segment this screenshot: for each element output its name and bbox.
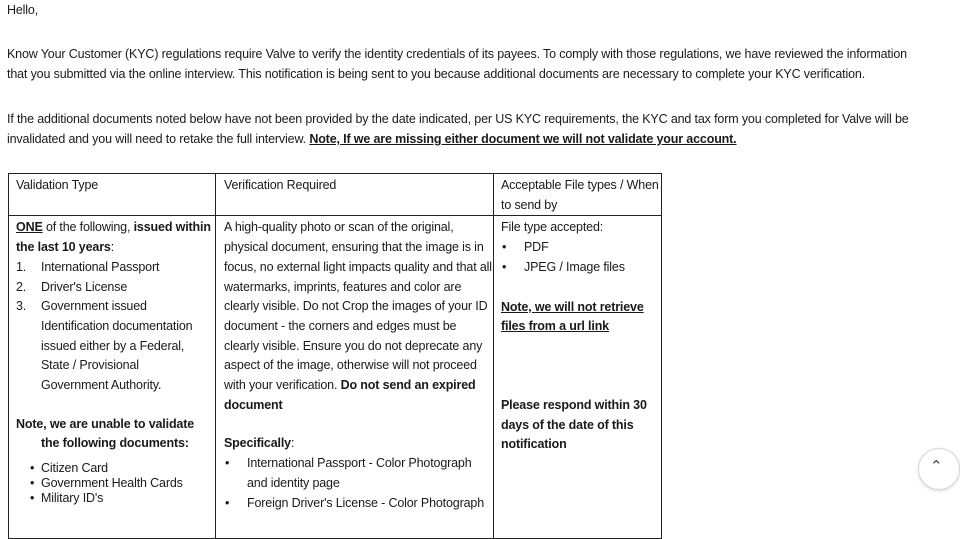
specific-list <box>224 454 493 513</box>
colon-text: : <box>110 240 115 255</box>
list-item: • Foreign Driver's License - Color Photograph <box>224 494 493 514</box>
specifically-colon: : <box>291 436 295 451</box>
table-header-row <box>9 174 662 216</box>
list-text: Government issued Identification documentation issued either by a Federal, State / Provisional Government Authority. <box>41 299 193 393</box>
expired-warning: Do not send an expired document <box>224 378 476 412</box>
scroll-to-top-icon: ⌃ <box>930 458 943 475</box>
verification-body <box>224 218 493 415</box>
unable-note <box>16 415 215 454</box>
issued-within-text: issued within the last 10 years <box>16 220 211 255</box>
warning-paragraph <box>7 109 929 149</box>
intro-paragraph: Know Your Customer (KYC) regulations require Valve to verify the identity credentials of its payees. To comply with those regulations, we have reviewed the information that you submitted via the online interview. This notification is being sent to you because additional documents are necessary to complete your KYC verification. <box>7 47 907 81</box>
list-item <box>16 278 215 298</box>
unable-note-line2: the following documents: <box>41 436 189 451</box>
kyc-requirements-table <box>8 173 662 539</box>
specifically-label: Specifically <box>224 436 291 451</box>
file-type-label: File type accepted: <box>501 220 604 235</box>
list-item: • International Passport - Color Photograph and identity page <box>224 454 493 493</box>
of-following-text: of the following, <box>42 220 134 235</box>
list-item <box>16 297 215 396</box>
file-type-list <box>501 238 661 277</box>
list-item: • Military ID's <box>16 491 215 506</box>
header-verification-required: Verification Required <box>216 174 494 216</box>
verification-required-cell <box>216 216 494 539</box>
one-emphasis: ONE <box>16 220 43 235</box>
header-validation-type: Validation Type <box>9 174 216 216</box>
list-text: Driver's License <box>41 279 128 294</box>
table-row <box>9 216 662 539</box>
header-file-types: Acceptable File types / When to send by <box>494 174 662 216</box>
list-number: 2. <box>16 279 27 294</box>
missing-document-note: Note, If we are missing either document we will not validate your account. <box>309 132 737 146</box>
url-note: Note, we will not retrieve files from a url link <box>501 299 644 334</box>
warning-text: If the additional documents noted below have not been provided by the date indicated, per US KYC requirements, the KYC and tax form you completed for Valve will be invalidated and you will need to retake the full interview. <box>7 112 909 146</box>
list-item: • PDF <box>501 238 661 258</box>
list-item: • Government Health Cards <box>16 476 215 491</box>
unable-note-line1: Note, we are unable to validate <box>16 416 195 431</box>
one-of-following <box>16 218 215 257</box>
list-item <box>16 258 215 278</box>
file-types-cell <box>494 216 662 539</box>
document-list <box>16 258 215 396</box>
unable-list <box>16 461 215 506</box>
scroll-to-top-button[interactable] <box>918 448 960 490</box>
validation-type-cell <box>9 216 216 539</box>
list-item: • JPEG / Image files <box>501 258 661 278</box>
list-item: • Citizen Card <box>16 461 215 476</box>
list-text: International Passport <box>41 259 160 274</box>
verification-text: A high-quality photo or scan of the original, physical document, ensuring that the image is in focus, no external light impacts quality and that all watermarks, imprints, features and color are clearly visible. Do not Crop the images of your ID document - the corners and edges must be clearly visible. Ensure you do not deprecate any aspect of the image, otherwise will not proceed with your verification. <box>224 220 492 393</box>
list-number: 1. <box>16 259 27 274</box>
list-number: 3. <box>16 299 27 314</box>
respond-deadline: Please respond within 30 days of the date of this notification <box>501 397 647 452</box>
specifically-heading <box>224 434 493 454</box>
greeting: Hello, <box>7 3 39 17</box>
